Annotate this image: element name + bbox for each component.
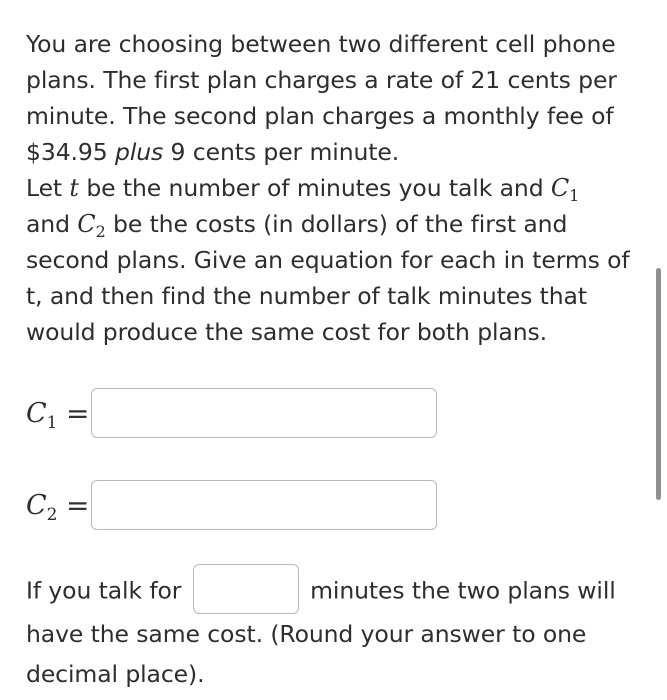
question-text-segment: and [26, 210, 78, 238]
c1-equation-row [26, 388, 437, 438]
question-text-segment: be the number of minutes you talk and [78, 174, 551, 202]
variable-t: t [69, 174, 79, 202]
plus-text: plus [115, 138, 164, 166]
minutes-question-before: If you talk for [26, 576, 189, 605]
question-text-line-end: 9 cents per minute. [163, 138, 400, 166]
variable-c1-letter: C [550, 174, 570, 202]
question-paragraph-2 [26, 170, 646, 350]
c1-label-subscript: 1 [46, 412, 58, 433]
c1-equals-sign: = [66, 396, 90, 430]
variable-c1 [550, 174, 580, 205]
question-paragraph-1 [26, 26, 646, 170]
c1-answer-input[interactable] [91, 388, 437, 438]
variable-c2-subscript: 2 [95, 222, 106, 241]
question-text-segment: Let [26, 174, 70, 202]
c2-equation-row [26, 480, 437, 530]
c2-label-letter: C [26, 489, 47, 521]
variable-c2-letter: C [77, 210, 96, 238]
c2-label-subscript: 2 [46, 504, 58, 525]
c2-equals-sign: = [66, 488, 90, 522]
c1-label-letter: C [26, 397, 47, 429]
c2-answer-input[interactable] [91, 480, 437, 530]
question-text-segment: be the costs (in dollars) of the first and second plans. Give an equation for each in terms of t, and then find the number of talk minutes that would produce the same cost for both plans. [26, 210, 630, 346]
monthly-fee-text: $34.95 [26, 138, 115, 166]
c1-label [26, 397, 64, 433]
variable-c2 [77, 210, 106, 241]
minutes-answer-input[interactable] [193, 564, 299, 614]
minutes-question-after: minutes the two plans will have the same cost. (Round your answer to one decimal place). [26, 576, 616, 688]
question-text-line: You are choosing between two different cell phone plans. The first plan charges a rate of 21 cents per minute. The second plan charges a monthly fee of [26, 30, 617, 130]
vertical-scrollbar[interactable] [656, 268, 661, 500]
variable-c1-subscript: 1 [569, 186, 580, 205]
c2-label [26, 489, 64, 525]
minutes-question [26, 570, 646, 694]
question-text [26, 26, 646, 350]
